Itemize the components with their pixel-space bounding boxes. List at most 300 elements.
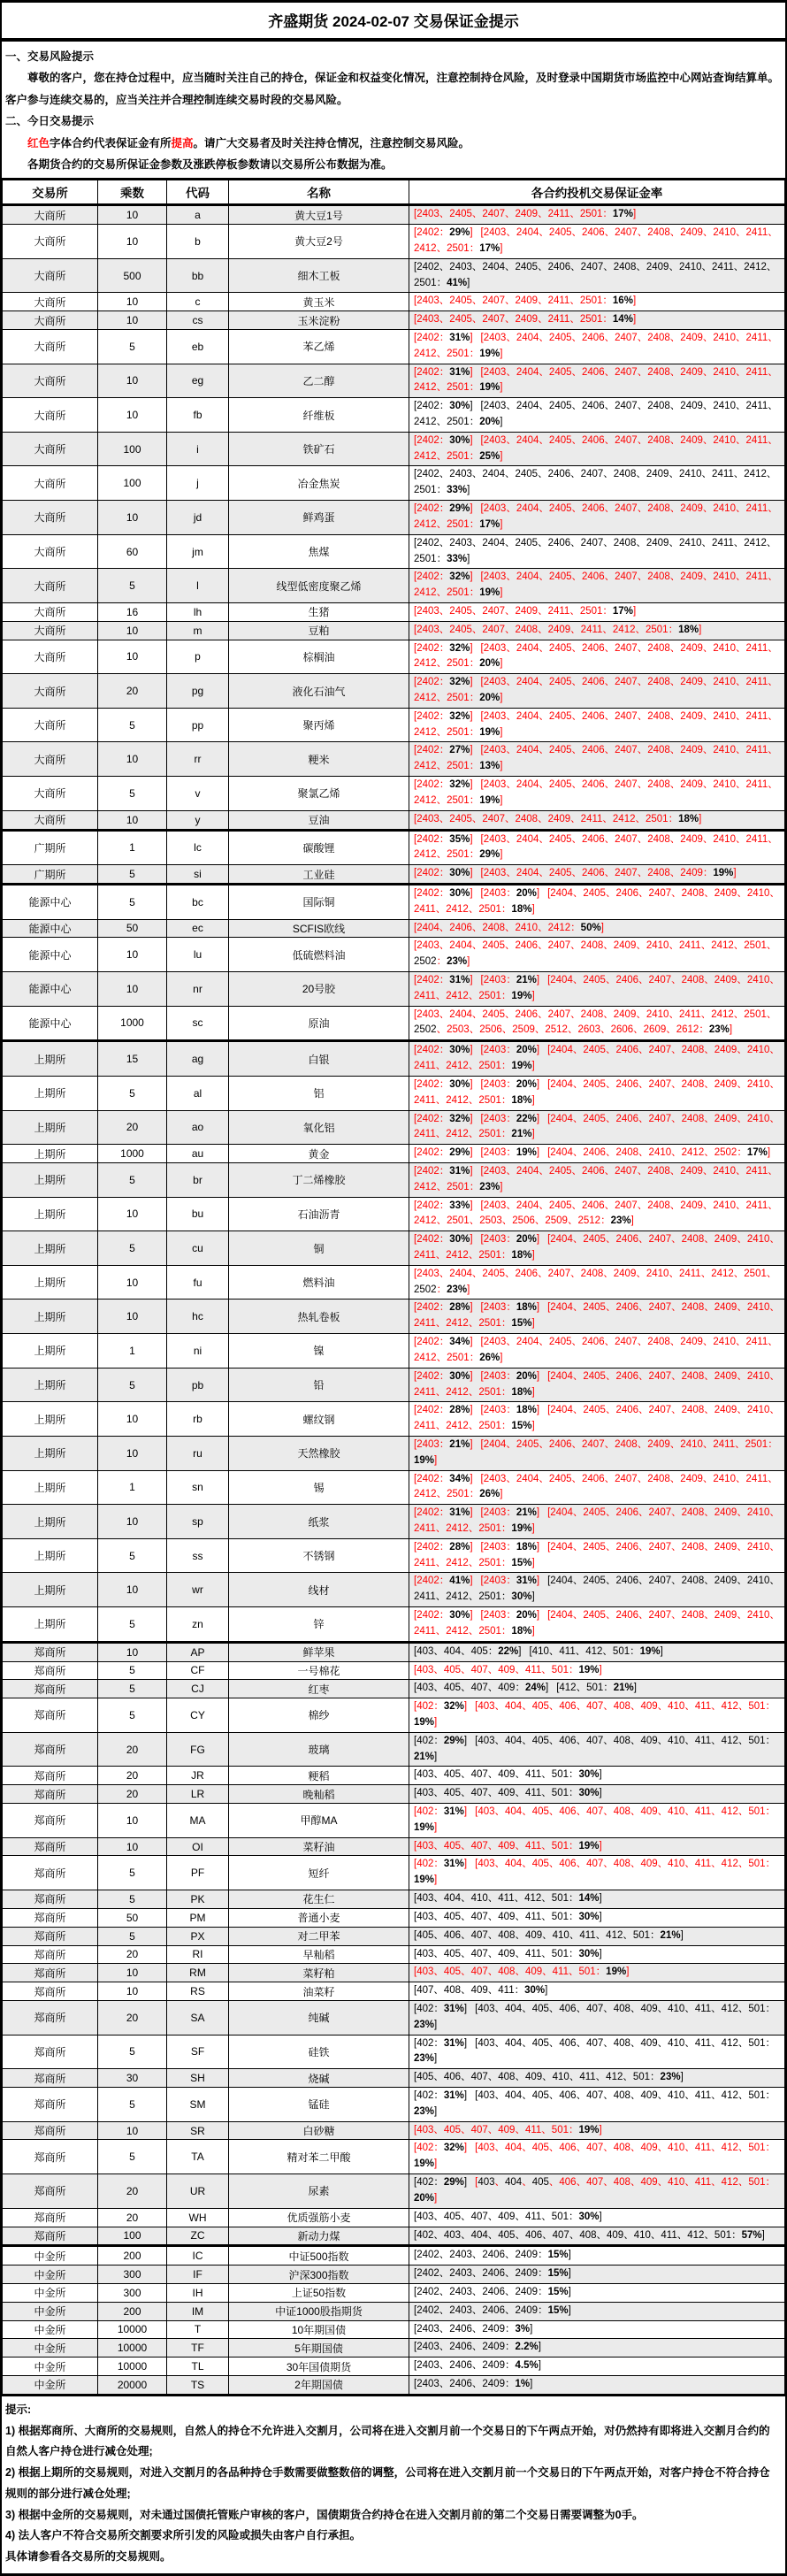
contract-month: 2406 [515,1268,539,1279]
name-cell: 原油 [229,1006,409,1041]
exchange-cell: 大商所 [3,777,98,811]
margin-rates-cell [409,1368,785,1402]
contract-month-group: [2402、2403、2404、2405、2406、2407、2408、2409、2410、2411、2412、2501：41%] [414,261,777,288]
contract-month: 407 [586,1806,604,1817]
contract-month: 2403 [449,469,472,480]
table-row [3,311,785,330]
margin-rate-value: 31% [449,332,470,343]
contract-month: 2501 [447,587,470,599]
contract-month: 2405 [583,1405,606,1416]
contract-month: 407 [470,1788,488,1799]
name-cell: 优质强筋小麦 [229,2208,409,2227]
contract-month: 2406 [482,2250,505,2261]
code-cell: SH [167,2069,229,2088]
exchange-cell: 上期所 [3,1436,98,1470]
contract-month: 2501 [414,485,437,496]
contract-month: 501 [551,1893,569,1905]
margin-rate-value: 25% [479,450,500,462]
contract-month: 2404 [550,1113,573,1124]
contract-month: 408 [579,2229,597,2241]
exchange-cell: 郑商所 [3,1837,98,1856]
contract-month: 2410 [713,710,736,722]
contract-month: 403 [416,1664,434,1675]
contract-month-group: [2402：32%] [414,710,473,722]
contract-month-group: [403、405、407、409、411、501：30%] [414,1948,602,1959]
contract-month: 2410 [713,401,736,412]
margin-rate-value: 16% [612,295,633,307]
table-row [3,2208,785,2227]
contract-month: 2406 [582,642,605,654]
margin-rate-value: 13% [479,761,500,772]
contract-month-group: [403、404、405、406、407、408、409、410、411、412、501：23%] [414,2003,776,2030]
contract-month: 2402 [416,642,439,654]
margin-rate-value: 23% [660,2072,681,2083]
contract-month: 2410 [746,1113,770,1124]
contract-month: 2409 [714,1370,737,1382]
contract-month: 501 [632,2072,651,2083]
contract-month: 2404 [516,366,539,378]
code-cell: nr [167,972,229,1007]
contract-month: 2402 [416,1610,439,1622]
contract-month: 411 [524,1664,542,1675]
contract-month: 411 [524,1788,542,1799]
code-cell: ss [167,1538,229,1573]
name-cell: 碳酸锂 [229,830,409,865]
code-cell: TL [167,2358,229,2376]
margin-rate-value: 28% [449,1541,470,1552]
contract-month: 2412 [744,469,767,480]
code-cell: sp [167,1505,229,1539]
margin-rates-cell [409,2358,785,2376]
contract-month-group: [2402：29%] [414,1147,473,1159]
contract-month: 404 [505,1735,523,1746]
contract-month: 411 [694,2143,712,2154]
contract-month: 2411 [745,401,768,412]
contract-month: 2402 [416,1473,439,1484]
contract-month: 2402 [416,1113,439,1124]
code-cell: SF [167,2035,229,2069]
contract-month: 405 [470,1645,488,1657]
contract-month-group: [2403、2405、2407、2408、2409、2411、2412、2501：18%] [414,813,702,824]
contract-month: 2409 [646,469,669,480]
column-header-code: 代码 [167,180,229,205]
contract-month: 2406 [582,1337,605,1348]
margin-rate-value: 18% [511,1250,532,1261]
code-cell: UR [167,2174,229,2209]
table-row [3,1785,785,1804]
contract-month-group: [2402：32%] [414,1113,473,1124]
exchange-cell: 中金所 [3,2302,98,2320]
contract-month: 2411 [745,677,768,688]
contract-month: 409 [640,1859,658,1870]
name-cell: 红枣 [229,1680,409,1698]
margin-rate-value: 30% [578,1769,600,1781]
code-cell: j [167,466,229,501]
contract-month: 2409 [515,2304,539,2316]
contract-month-group: [2404、2405、2406、2407、2408、2409、2410、2411、2412、2501：18%] [414,1370,780,1398]
contract-month: 2403 [483,642,507,654]
contract-month: 2405 [548,434,572,446]
contract-month: 408 [613,1806,630,1817]
contract-month-group: [2403、2404、2405、2406、2407、2408、2409、2410、2411、2412、2501、2503、2506、2509、2512：23%] [414,1200,778,1227]
contract-month: 501 [748,1735,766,1746]
contract-month: 2501 [744,1008,767,1020]
exchange-cell: 大商所 [3,398,98,433]
contract-month: 2407 [615,642,638,654]
contract-month: 2406 [449,2360,472,2372]
margin-rate-value: 19% [516,1147,537,1159]
contract-month: 2411 [414,1421,436,1432]
code-cell: PM [167,1908,229,1927]
contract-month: 2407 [648,1045,672,1056]
contract-month: 2501 [744,940,767,952]
contract-month: 2501 [646,624,669,635]
contract-month-group: [402：32%] [414,2143,468,2154]
name-cell: 天然橡胶 [229,1436,409,1470]
exchange-cell: 广期所 [3,830,98,865]
name-cell: 聚氯乙烯 [229,777,409,811]
code-cell: eb [167,329,229,364]
contract-month: 2406 [615,975,639,985]
contract-month-group: [402：29%] [414,2177,468,2189]
name-cell: 5年期国债 [229,2339,409,2358]
margin-rate-value: 19% [414,1716,435,1728]
contract-month-group: [2403、2404、2405、2406、2407、2408、2409、2410、2411、2412、2501：19%] [414,571,778,599]
contract-month: 2512 [545,1024,568,1036]
contract-month: 2410 [746,1507,770,1519]
contract-month: 2410 [746,1234,770,1246]
contract-month-group: [2403、2404、2405、2406、2407、2408、2409、2410、2411、2412、2501：13%] [414,745,778,772]
contract-month: 410 [668,1701,685,1713]
contract-month-group: [2403：18%] [480,1405,540,1416]
contract-month: 2503 [447,1024,470,1036]
multiplier-cell: 5 [98,2035,167,2069]
contract-month: 2402 [416,1045,439,1056]
exchange-cell: 能源中心 [3,919,98,938]
contract-month: 2408 [681,1302,705,1314]
contract-month: 2411 [745,434,768,446]
contract-month: 403 [478,2177,495,2189]
contract-month: 403 [478,1859,495,1870]
contract-month: 2405 [548,833,572,845]
exchange-cell: 中金所 [3,2376,98,2395]
margin-rates-cell [409,1006,785,1041]
margin-rate-value: 1% [515,2379,531,2389]
contract-month-group: [2402、2403、2406、2409：15%] [414,2286,571,2297]
contract-month: 2403 [449,261,472,272]
multiplier-cell: 20 [98,1945,167,1964]
margin-rate-value: 23% [414,2053,435,2065]
contract-month: 2407 [615,332,638,343]
contract-month: 2405 [583,1541,606,1552]
contract-month: 2407 [580,469,604,480]
margin-rate-value: 30% [449,887,470,899]
contract-month: 2409 [547,813,571,824]
contract-month: 2408 [681,1541,705,1552]
margin-rate-value: 19% [639,1645,661,1657]
margin-rates-cell [409,2000,785,2035]
margin-rate-value: 22% [516,1113,537,1124]
contract-month: 405 [531,2090,549,2101]
name-cell: 白砂糖 [229,2121,409,2140]
contract-month: 2404 [516,745,539,756]
contract-month: 411 [524,1948,542,1959]
multiplier-cell: 10000 [98,2320,167,2339]
multiplier-cell: 5 [98,1076,167,1110]
contract-month-group: [2403、2404、2405、2406、2407、2408、2409、2410、2411、2412、2501：19%] [414,332,778,359]
contract-month: 2412 [446,1094,469,1106]
contract-month: 2410 [713,642,736,654]
table-row [3,2376,785,2395]
contract-month: 406 [559,2143,577,2154]
contract-month: 2408 [681,1405,705,1416]
margin-rates-cell [409,742,785,777]
exchange-cell: 大商所 [3,569,98,603]
contract-month: 411 [661,2229,677,2241]
margin-rate-value: 23% [708,1024,730,1036]
contract-month-group: [402：31%] [414,1859,468,1870]
contract-month: 403 [416,1788,434,1799]
contract-month: 2409 [680,1337,703,1348]
multiplier-cell: 1 [98,830,167,865]
margin-rate-value: 31% [443,2003,464,2014]
contract-month: 2408 [515,624,539,635]
contract-month: 2411 [678,940,701,952]
margin-rate-value: 15% [547,2304,569,2316]
contract-month: 404 [505,2177,523,2189]
contract-month: 2406 [548,1438,572,1450]
contract-month: 2409 [680,332,703,343]
margin-rates-cell [409,810,785,830]
margin-rate-value: 33% [449,1200,470,1211]
contract-month: 2411 [547,295,570,307]
multiplier-cell: 10 [98,1573,167,1607]
multiplier-cell: 10 [98,1804,167,1838]
exchange-cell: 郑商所 [3,1732,98,1767]
contract-month: 2411 [745,1200,768,1211]
margin-rate-value: 19% [511,990,532,1001]
contract-month: 2412 [446,1250,469,1261]
code-cell: cu [167,1231,229,1266]
contract-month: 2404 [449,1268,472,1279]
contract-month-group: [2402：34%] [414,1473,473,1484]
contract-month: 2406 [515,1008,539,1020]
contract-month: 407 [586,1735,604,1746]
contract-month-group: [2402：30%] [414,434,473,446]
contract-month: 410 [668,2090,685,2101]
multiplier-cell: 5 [98,865,167,885]
multiplier-cell: 100 [98,2227,167,2246]
contract-month-group: [403、404、405、406、407、408、409、410、411、412、501：20%] [414,2177,776,2204]
contract-month-group: [2404、2406、2408、2410、2412：50%] [414,922,604,933]
contract-month: 2411 [414,990,436,1001]
contract-month-group: [402：32%] [414,1701,468,1713]
contract-month: 402 [416,1735,434,1746]
contract-month: 2407 [615,710,638,722]
margin-rates-cell [409,1698,785,1733]
exchange-cell: 郑商所 [3,2208,98,2227]
margin-rates-cell [409,1982,785,2001]
contract-month: 2409 [680,401,703,412]
contract-month-group: [2402：35%] [414,833,473,845]
contract-month: 2501 [745,1438,768,1450]
multiplier-cell: 5 [98,569,167,603]
margin-rate-value: 19% [414,1874,435,1886]
contract-month: 2407 [482,624,505,635]
exchange-cell: 上期所 [3,1538,98,1573]
contract-month: 2409 [714,1113,737,1124]
contract-month: 2411 [745,779,768,791]
contract-month: 2501 [478,990,501,1001]
contract-month: 2406 [482,2304,505,2316]
contract-month-group: [410、411、412、501：19%] [529,1645,663,1657]
margin-rate-value: 19% [479,726,500,738]
margin-rates-cell [409,621,785,640]
contract-month: 2407 [615,868,638,879]
contract-month: 406 [524,2229,543,2241]
contract-month: 2404 [516,1200,539,1211]
contract-month: 2408 [647,642,670,654]
table-row [3,1231,785,1266]
margin-rates-cell [409,1076,785,1110]
multiplier-cell: 10 [98,364,167,398]
contract-month: 2410 [646,1268,669,1279]
margin-rate-value: 30% [449,1610,470,1622]
margin-rate-value: 24% [524,1683,546,1694]
contract-month: 2402 [416,1405,439,1416]
code-cell: rr [167,742,229,777]
margin-rates-cell [409,830,785,865]
table-row [3,1334,785,1368]
code-cell: OI [167,1837,229,1856]
contract-month: 408 [613,1735,630,1746]
margin-rates-cell [409,1908,785,1927]
contract-month: 2408 [647,1337,670,1348]
contract-month: 2405 [482,940,505,952]
margin-rates-cell [409,2069,785,2088]
margin-rate-value: 21% [511,1129,532,1140]
table-row [3,1698,785,1733]
contract-month: 2405 [548,1165,572,1177]
contract-month-group: [412、501：21%] [556,1683,637,1694]
contract-month: 2412 [446,1625,469,1637]
multiplier-cell: 5 [98,2088,167,2122]
contract-month: 2403 [449,2268,472,2280]
margin-rates-cell [409,2302,785,2320]
contract-month: 2403 [483,1147,507,1159]
code-cell: CJ [167,1680,229,1698]
margin-rate-value: 30% [449,1234,470,1246]
margin-rate-value: 19% [479,348,500,359]
contract-month: 2412 [446,903,469,915]
contract-month: 2407 [580,261,604,272]
margin-rate-value: 50% [580,922,601,933]
margin-rate-value: 31% [443,1859,464,1870]
multiplier-cell: 10 [98,311,167,330]
contract-month-group: [402、403、404、405、406、407、408、409、410、411、412、501：57%] [414,2229,765,2241]
contract-month: 2410 [746,1078,770,1090]
contract-month: 2403 [483,434,507,446]
exchange-cell: 大商所 [3,466,98,501]
contract-month: 501 [632,1929,651,1941]
margin-rates-cell [409,2035,785,2069]
margin-rates-cell [409,1680,785,1698]
table-row [3,1856,785,1890]
contract-month-group: [2403、2406、2409：2.2%] [414,2342,541,2353]
contract-month: 2405 [583,1610,606,1622]
contract-month: 2501 [447,693,470,703]
contract-month: 403 [416,1966,434,1978]
contract-month: 2402 [416,2304,439,2316]
contract-month: 2412 [446,1061,469,1072]
margin-rate-value: 30% [449,401,470,412]
contract-month: 2403 [483,1302,507,1314]
contract-month-group: [2403、2404、2405、2406、2407、2408、2409、2410、2411、2412、2501：23%] [414,1165,778,1192]
contract-month: 2408 [647,677,670,688]
margin-rates-cell [409,398,785,433]
column-header-exchange: 交易所 [3,180,98,205]
contract-month: 501 [551,1788,569,1799]
contract-month: 2405 [482,1008,505,1020]
name-cell: 白银 [229,1041,409,1077]
contract-month: 2406 [449,2342,472,2353]
contract-month: 2404 [516,1165,539,1177]
margin-rates-cell [409,534,785,569]
margin-rates-cell [409,1505,785,1539]
table-row [3,1573,785,1607]
contract-month: 2501 [646,813,669,824]
multiplier-cell: 10 [98,2121,167,2140]
contract-month: 2406 [615,1113,639,1124]
contract-month: 2412 [744,261,767,272]
contract-month: 2403 [416,605,439,617]
contract-month: 409 [640,2003,658,2014]
table-row [3,674,785,709]
contract-month: 402 [416,1859,434,1870]
contract-month: 2412 [446,1557,469,1568]
exchange-cell: 郑商所 [3,1927,98,1945]
contract-month: 403 [478,1701,495,1713]
contract-month: 402 [416,1701,434,1713]
code-cell: wr [167,1573,229,1607]
name-cell: 一号棉花 [229,1661,409,1680]
contract-month: 411 [694,2177,712,2189]
contract-month: 2408 [647,401,670,412]
table-row [3,1964,785,1982]
table-row [3,1041,785,1077]
table-row [3,1368,785,1402]
table-row [3,534,785,569]
contract-month: 2404 [516,833,539,845]
contract-month: 2404 [516,677,539,688]
contract-month: 2405 [449,624,472,635]
contract-month: 2406 [449,922,472,933]
contract-month: 2410 [746,1405,770,1416]
contract-month: 2409 [680,434,703,446]
margin-rates-cell [409,674,785,709]
contract-month: 2410 [746,1302,770,1314]
margin-rates-cell [409,1767,785,1785]
code-cell: CF [167,1661,229,1680]
contract-month: 2410 [713,1200,736,1211]
contract-month: 412 [721,1701,738,1713]
contract-month: 2403 [483,1113,507,1124]
margin-rate-value: 30% [449,1370,470,1382]
contract-month: 2402 [416,1541,439,1552]
margin-rate-value: 33% [447,485,468,496]
contract-month: 2407 [547,1268,571,1279]
margin-rate-value: 27% [449,745,470,756]
